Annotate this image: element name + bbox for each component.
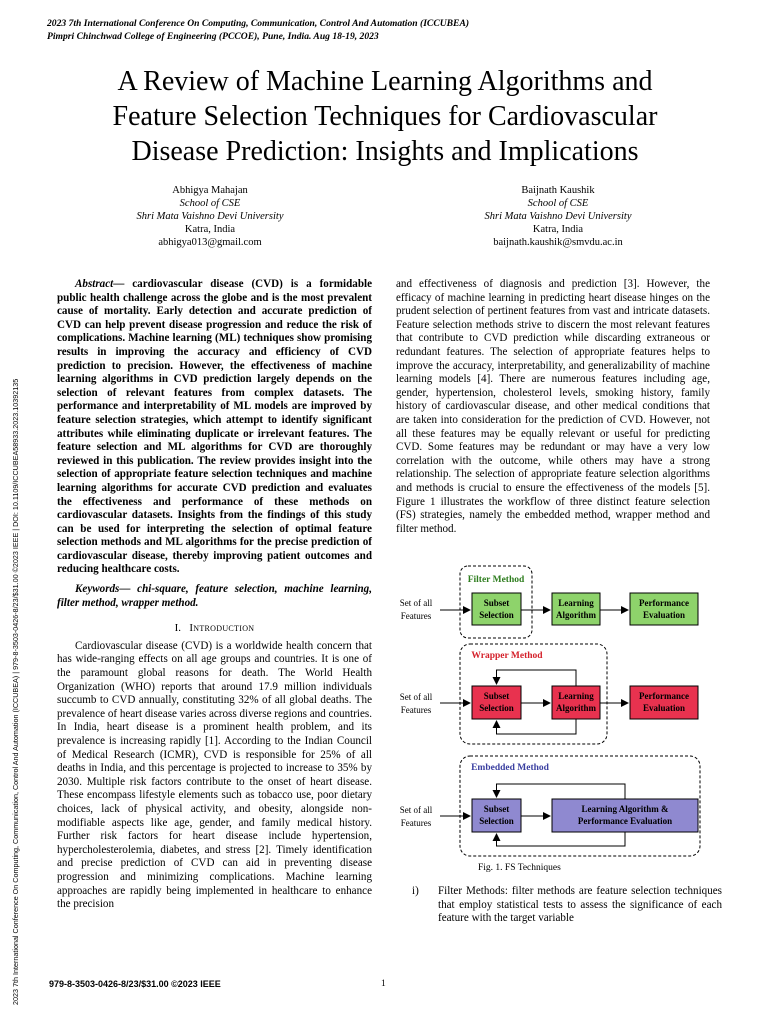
wrapper-subset-line-2: Selection	[479, 703, 514, 713]
paper-title	[40, 64, 730, 169]
author-dept: School of CSE	[179, 198, 241, 209]
author-2	[438, 184, 678, 249]
list-item-text: Filter Methods: filter methods are feature selection techniques that employ statistical tests to assess the significance of each feature with the target variable	[438, 885, 722, 925]
filter-performance-line-1: Performance	[639, 598, 689, 608]
abstract-text: — cardiovascular disease (CVD) is a formidable public health challenge across the globe and is the most prevalent cause of mortality. Early detection and accurate prediction of CVD can help prevent disease progression and reduce the risk of complications. Machine learning (ML) techniques show promising results in improving the accuracy and efficiency of CVD prediction to precision. However, the effectiveness of machine learning algorithms in CVD prediction largely depends on the selection of relevant features from complex datasets. The performance and interpretability of ML models are improved by feature selection strategies, which attempt to identify significant attributes while eliminating duplicate or irrelevant features. The feature selection and ML algorithms for CVD are thoroughly reviewed in this publication. The review provides insight into the selection of appropriate feature selection techniques and machine learning algorithms for accurate CVD prediction and evaluates the effectiveness and performance of these methods on cardiovascular datasets. Insights from the findings of this study can be used for interpreting the selection of optimal feature selection methods and ML algorithms for the precise prediction of cardiovascular disease, thereby improving patient outcomes and reducing healthcare costs.	[57, 278, 372, 576]
section-title: Introduction	[189, 622, 255, 635]
title-line-2: Feature Selection Techniques for Cardiovascular	[112, 101, 658, 132]
wrapper-performance-line-2: Evaluation	[642, 703, 686, 713]
doi-sidebar: 2023 7th International Conference On Computing, Communication, Control And Automation (ICCUBEA) | 979-8-3503-0426-8/23/$31.00 ©2023 IEEE | DOI: 10.1109/ICCUBEA58933.2023.10392135	[11, 378, 20, 1005]
filter-subset-line-1: Subset	[483, 598, 510, 608]
embedded-subset-line-1: Subset	[483, 804, 510, 814]
author-dept: School of CSE	[527, 198, 589, 209]
author-email: baijnath.kaushik@smvdu.ac.in	[493, 237, 623, 248]
conference-header: 2023 7th International Conference On Computing, Communication, Control And Automation (ICCUBEA)	[47, 18, 470, 29]
author-loc: Katra, India	[184, 224, 236, 235]
filter-method-panel	[400, 566, 698, 638]
intro-paragraph: Cardiovascular disease (CVD) is a worldwide health concern that has wide-ranging effects on all age groups and countries. It is one of the paramount global reasons for death. The World Health Organization (WHO) reports that around 17.9 million individuals succumb to CVD annually, constituting 32% of all global deaths. The prevalence of heart disease varies across diverse regions and countries. In India, heart disease is a prominent health problem, and its prevalence is increasing rapidly [1]. According to the Indian Council of Medical Research (ICMR), CVD is responsible for 25% of all deaths in India, and this percentage is projected to increase to 35% by 2030. Multiple risk factors contribute to the onset of heart disease. These encompass lifestyle elements such as tobacco use, poor dietary choices, lack of physical activity, and obesity, alongside non-modifiable aspects like age, gender, and family medical history. Further risk factors for heart disease include hypertension, hypercholesterolemia, diabetes, and stress [2]. Timely identification and precise prediction of CVD can aid in preventing disease progression and minimizing complications. Machine learning approaches are rapidly being implemented in healthcare to enhance the precision	[57, 639, 372, 911]
wrapper-subset-line-1: Subset	[483, 691, 510, 701]
embedded-feedback-top	[497, 784, 626, 799]
wrapper-method-panel	[400, 644, 698, 744]
fs-techniques-figure	[392, 562, 714, 862]
embedded-feedback-bottom	[497, 832, 626, 846]
author-univ: Shri Mata Vaishno Devi University	[136, 211, 284, 222]
figure-caption: Fig. 1. FS Techniques	[478, 863, 561, 873]
list-item-number: i)	[412, 885, 419, 897]
abstract	[57, 278, 372, 577]
filter-subset-line-2: Selection	[479, 610, 514, 620]
author-name: Abhigya Mahajan	[172, 185, 248, 196]
embedded-input-line-2: Features	[400, 818, 432, 828]
section-heading-introduction	[57, 622, 372, 636]
embedded-subset-line-2: Selection	[479, 816, 514, 826]
embedded-input-line-1: Set of all	[399, 805, 433, 815]
embedded-learning-line-1: Learning Algorithm &	[581, 804, 669, 814]
filter-performance-line-2: Evaluation	[642, 610, 686, 620]
filter-input-line-2: Features	[400, 611, 432, 621]
right-column	[396, 278, 710, 536]
author-email: abhigya013@gmail.com	[158, 237, 262, 248]
author-name: Baijnath Kaushik	[521, 185, 595, 196]
left-column	[57, 278, 372, 912]
title-line-3: Disease Prediction: Insights and Implications	[131, 136, 639, 167]
right-paragraph: and effectiveness of diagnosis and prediction [3]. However, the efficacy of machine learning in predicting heart disease hinges on the prudent selection of pertinent features from vast and intricate datasets. Feature selection methods strive to discern the most relevant features that contribute to CVD prediction while discarding extraneous or redundant features. The selection of appropriate features helps to improve the accuracy, interpretability, and generalizability of machine learning models [4]. There are numerous features including age, gender, hypertension, cholesterol levels, smoking history, family history of cardiovascular disease, and other medical conditions that are taken into consideration for the prediction of CVD. However, not all these features may be equally relevant or useful for predicting CVD. Some features may be redundant or may have a very low correlation with the outcome, while others may have a strong relationship. The selection of appropriate feature selection algorithms and methods is crucial to ensure the effectiveness of the models [5]. Figure 1 illustrates the workflow of three distinct feature selection (FS) strategies, namely the embedded method, wrapper method and filter method.	[396, 278, 710, 535]
section-number: I.	[174, 622, 182, 635]
filter-input-line-1: Set of all	[399, 598, 433, 608]
title-line-1: A Review of Machine Learning Algorithms and	[117, 66, 653, 97]
wrapper-learning-line-2: Algorithm	[556, 703, 596, 713]
keywords: Keywords— chi-square, feature selection, machine learning, filter method, wrapper method.	[57, 583, 372, 609]
author-1	[90, 184, 330, 249]
filter-method-title: Filter Method	[467, 575, 525, 585]
author-univ: Shri Mata Vaishno Devi University	[484, 211, 632, 222]
embedded-learning-line-2: Performance Evaluation	[577, 816, 673, 826]
wrapper-performance-line-1: Performance	[639, 691, 689, 701]
filter-learning-line-2: Algorithm	[556, 610, 596, 620]
wrapper-input-line-1: Set of all	[399, 692, 433, 702]
wrapper-input-line-2: Features	[400, 705, 432, 715]
wrapper-method-title: Wrapper Method	[471, 651, 543, 661]
footer-copyright: 979-8-3503-0426-8/23/$31.00 ©2023 IEEE	[49, 979, 221, 989]
conference-venue: Pimpri Chinchwad College of Engineering (PCCOE), Pune, India. Aug 18-19, 2023	[47, 31, 379, 42]
page-number: 1	[381, 979, 386, 989]
wrapper-learning-line-1: Learning	[558, 691, 594, 701]
embedded-method-panel	[400, 756, 700, 856]
embedded-method-title: Embedded Method	[471, 763, 549, 773]
abstract-lead: Abstract	[75, 278, 114, 290]
author-loc: Katra, India	[532, 224, 584, 235]
wrapper-feedback-top	[497, 670, 577, 686]
filter-learning-line-1: Learning	[558, 598, 594, 608]
wrapper-feedback-bottom	[497, 719, 577, 734]
